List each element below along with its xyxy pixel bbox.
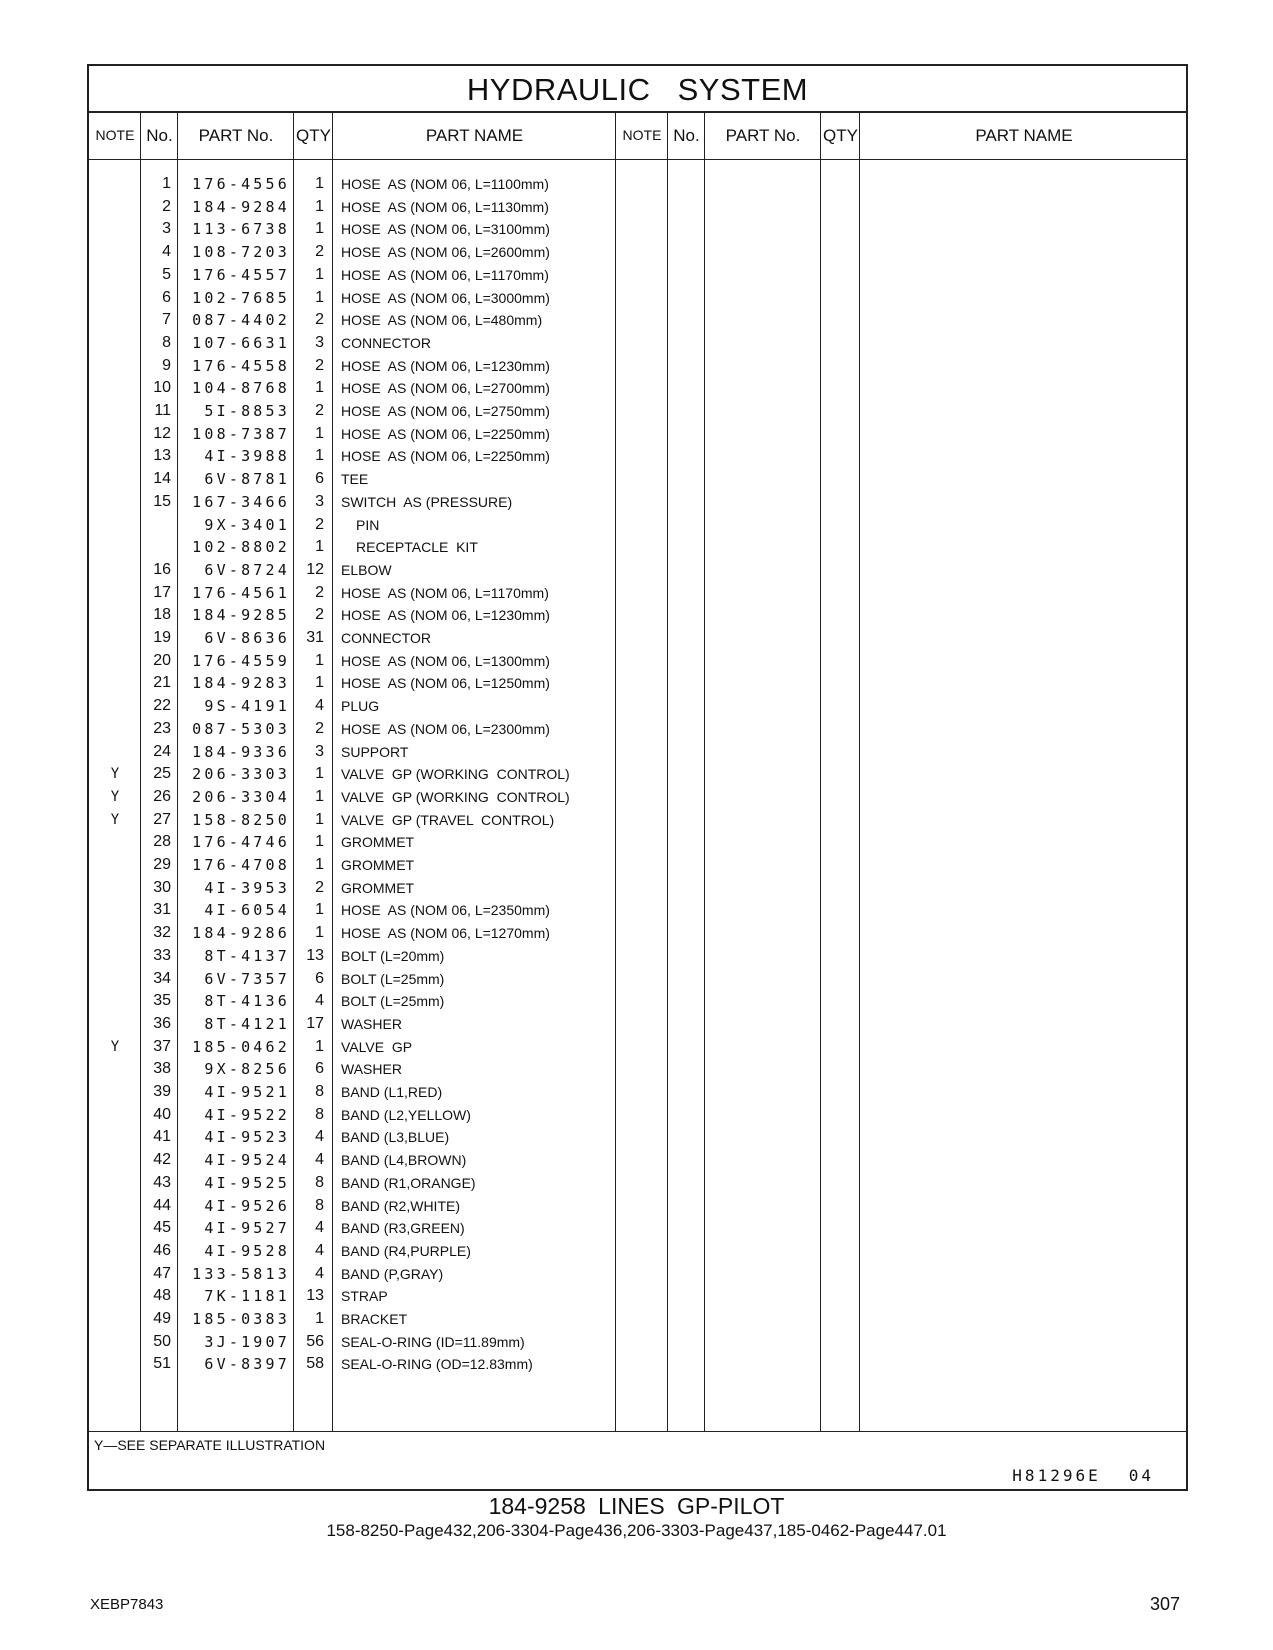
- part-name-cell: HOSE AS (NOM 06, L=1250mm): [341, 675, 550, 692]
- item-number-cell: 6: [162, 288, 171, 306]
- section-title: HYDRAULIC SYSTEM: [89, 66, 1186, 113]
- quantity-cell: 31: [306, 629, 324, 646]
- table-row: [89, 173, 1186, 196]
- table-row: [89, 1058, 1186, 1081]
- part-name-cell: BOLT (L=25mm): [341, 970, 445, 987]
- item-number-cell: 7: [162, 311, 171, 329]
- table-row: [89, 718, 1186, 741]
- part-name-cell: SUPPORT: [341, 743, 409, 760]
- part-name-cell: BAND (R3,GREEN): [341, 1220, 465, 1237]
- part-name-cell: BAND (L2,YELLOW): [341, 1106, 471, 1123]
- part-name-cell: HOSE AS (NOM 06, L=2350mm): [341, 902, 550, 919]
- note-cell: Y: [110, 766, 120, 783]
- table-row: [89, 1013, 1186, 1036]
- part-number-cell: 184-9285: [192, 606, 290, 625]
- table-row: [89, 672, 1186, 695]
- quantity-cell: 17: [306, 1014, 324, 1032]
- table-row: [89, 627, 1186, 650]
- item-number-cell: 1: [162, 175, 171, 192]
- item-number-cell: 24: [153, 742, 171, 760]
- item-number-cell: 41: [153, 1128, 171, 1146]
- item-number-cell: 37: [153, 1037, 171, 1055]
- part-number-cell: 6V-7357: [204, 969, 290, 988]
- table-row: [89, 1172, 1186, 1195]
- table-row: [89, 1285, 1186, 1308]
- part-name-cell: VALVE GP (TRAVEL CONTROL): [341, 811, 555, 828]
- note-cell: Y: [110, 788, 120, 805]
- part-name-cell: WASHER: [341, 1015, 402, 1032]
- note-cell: Y: [110, 1038, 120, 1055]
- part-number-cell: 8T-4137: [204, 946, 290, 965]
- quantity-cell: 13: [306, 1287, 324, 1305]
- quantity-cell: 2: [315, 583, 324, 601]
- part-name-cell: BRACKET: [341, 1311, 408, 1327]
- quantity-cell: 1: [315, 924, 324, 942]
- part-number-cell: 4I-3953: [204, 878, 290, 897]
- quantity-cell: 1: [315, 674, 324, 692]
- quantity-cell: 1: [315, 1310, 324, 1327]
- item-number-cell: 46: [153, 1241, 171, 1259]
- part-name-cell: BAND (P,GRAY): [341, 1265, 444, 1282]
- table-row: [89, 1104, 1186, 1127]
- footnote: Y—SEE SEPARATE ILLUSTRATION: [94, 1437, 326, 1453]
- table-row: [89, 1331, 1186, 1354]
- item-number-cell: 5: [162, 265, 171, 283]
- part-number-cell: 158-8250: [192, 810, 290, 829]
- quantity-cell: 2: [315, 311, 324, 329]
- quantity-cell: 1: [315, 1037, 324, 1055]
- table-row: [89, 536, 1186, 559]
- quantity-cell: 3: [315, 492, 324, 510]
- item-number-cell: 44: [153, 1196, 171, 1214]
- table-bottom-rule: [89, 1431, 1186, 1432]
- item-number-cell: 13: [153, 447, 171, 465]
- table-row: [89, 604, 1186, 627]
- item-number-cell: 40: [153, 1105, 171, 1123]
- quantity-cell: 4: [315, 1241, 324, 1259]
- item-number-cell: 34: [153, 969, 171, 987]
- part-name-cell: HOSE AS (NOM 06, L=1270mm): [341, 925, 550, 942]
- item-number-cell: 16: [153, 560, 171, 578]
- quantity-cell: 1: [315, 538, 324, 556]
- part-number-cell: 6V-8781: [204, 470, 290, 489]
- table-row: [89, 877, 1186, 900]
- part-number-cell: 7K-1181: [204, 1287, 290, 1306]
- part-number-cell: 4I-6054: [204, 901, 290, 920]
- table-row: [89, 809, 1186, 832]
- part-name-cell: HOSE AS (NOM 06, L=2700mm): [341, 380, 550, 397]
- table-row: [89, 332, 1186, 355]
- table-row: [89, 377, 1186, 400]
- table-row: [89, 1217, 1186, 1240]
- quantity-cell: 8: [315, 1173, 324, 1191]
- part-number-cell: 087-4402: [192, 311, 290, 330]
- part-name-cell: HOSE AS (NOM 06, L=3100mm): [341, 221, 550, 238]
- quantity-cell: 8: [315, 1083, 324, 1100]
- part-number-cell: 206-3304: [192, 787, 290, 806]
- table-row: [89, 1081, 1186, 1104]
- part-number-cell: 4I-3988: [204, 447, 290, 466]
- quantity-cell: 1: [315, 856, 324, 873]
- table-row: [89, 831, 1186, 854]
- part-name-cell: HOSE AS (NOM 06, L=3000mm): [341, 289, 550, 306]
- quantity-cell: 1: [315, 810, 324, 828]
- table-header: [89, 113, 1186, 160]
- item-number-cell: 23: [153, 719, 171, 737]
- part-number-cell: 4I-9523: [204, 1128, 290, 1147]
- part-number-cell: 176-4746: [192, 833, 290, 852]
- table-row: [89, 491, 1186, 514]
- item-number-cell: 26: [153, 787, 171, 805]
- header-part-name-left: PART NAME: [425, 126, 524, 145]
- part-name-cell: HOSE AS (NOM 06, L=2300mm): [341, 720, 550, 737]
- item-number-cell: 51: [153, 1355, 171, 1373]
- part-name-cell: BAND (R1,ORANGE): [341, 1174, 476, 1191]
- part-number-cell: 3J-1907: [204, 1332, 290, 1351]
- table-row: [89, 1240, 1186, 1263]
- part-number-cell: 4I-9522: [204, 1105, 290, 1124]
- part-number-cell: 184-9336: [192, 742, 290, 761]
- item-number-cell: 32: [153, 924, 171, 942]
- table-row: [89, 559, 1186, 582]
- item-number-cell: 10: [153, 379, 171, 397]
- table-row: [89, 854, 1186, 877]
- header-qty-right: QTY: [823, 126, 858, 145]
- quantity-cell: 2: [315, 402, 324, 419]
- item-number-cell: 21: [153, 674, 171, 692]
- quantity-cell: 12: [306, 560, 324, 578]
- quantity-cell: 1: [315, 765, 324, 783]
- table-row: [89, 741, 1186, 764]
- part-number-cell: 8T-4121: [204, 1014, 290, 1033]
- part-name-cell: HOSE AS (NOM 06, L=1170mm): [341, 266, 549, 283]
- header-no-left: No.: [146, 126, 173, 145]
- table-row: [89, 468, 1186, 491]
- part-name-cell: HOSE AS (NOM 06, L=2250mm): [341, 448, 550, 465]
- part-name-cell: BAND (L1,RED): [341, 1084, 443, 1100]
- quantity-cell: 3: [315, 742, 324, 760]
- part-number-cell: 5I-8853: [204, 402, 290, 420]
- part-number-cell: 185-0383: [192, 1310, 290, 1328]
- table-row: [89, 241, 1186, 264]
- part-number-cell: 087-5303: [192, 719, 290, 738]
- part-number-cell: 4I-9525: [204, 1173, 290, 1192]
- group-title: 184-9258 LINES GP-PILOT: [488, 1493, 785, 1519]
- table-row: [89, 264, 1186, 287]
- part-number-cell: 176-4559: [192, 651, 290, 670]
- part-number-cell: 133-5813: [192, 1264, 290, 1283]
- part-name-cell: WASHER: [341, 1061, 402, 1078]
- quantity-cell: 6: [315, 969, 324, 987]
- table-row: [89, 400, 1186, 423]
- item-number-cell: 29: [153, 856, 171, 873]
- quantity-cell: 2: [315, 243, 324, 261]
- part-number-cell: 167-3466: [192, 492, 290, 511]
- part-number-cell: 6V-8724: [204, 560, 290, 579]
- part-name-cell: HOSE AS (NOM 06, L=1230mm): [341, 357, 550, 374]
- part-name-cell: PLUG: [341, 698, 380, 715]
- header-note-left: NOTE: [95, 127, 135, 143]
- part-number-cell: 4I-9524: [204, 1151, 290, 1170]
- part-number-cell: 4I-9527: [204, 1219, 290, 1238]
- part-name-cell: BAND (R4,PURPLE): [341, 1242, 471, 1259]
- item-number-cell: 15: [153, 492, 171, 510]
- part-number-cell: 113-6738: [192, 220, 290, 239]
- sheet-revision: 04: [1128, 1466, 1154, 1485]
- part-name-cell: VALVE GP (WORKING CONTROL): [341, 766, 570, 783]
- part-number-cell: 108-7203: [192, 243, 290, 262]
- table-row: [89, 1126, 1186, 1149]
- table-row: [89, 1036, 1186, 1059]
- table-row: [89, 1263, 1186, 1286]
- parts-list-sheet: [87, 64, 1188, 1491]
- quantity-cell: 4: [315, 992, 324, 1010]
- part-name-cell: VALVE GP: [341, 1038, 413, 1055]
- item-number-cell: 45: [153, 1219, 171, 1237]
- quantity-cell: 4: [315, 1219, 324, 1237]
- item-number-cell: 50: [153, 1332, 171, 1350]
- part-name-cell: SEAL-O-RING (OD=12.83mm): [341, 1356, 533, 1373]
- part-number-cell: 176-4561: [192, 583, 290, 602]
- part-name-cell: GROMMET: [341, 834, 415, 851]
- table-row: [89, 763, 1186, 786]
- part-number-cell: 9X-8256: [204, 1060, 290, 1079]
- part-name-cell: BOLT (L=25mm): [341, 993, 445, 1010]
- table-row: [89, 582, 1186, 605]
- quantity-cell: 1: [315, 288, 324, 306]
- part-name-cell: SEAL-O-RING (ID=11.89mm): [341, 1333, 525, 1350]
- item-number-cell: 28: [153, 833, 171, 851]
- part-number-cell: 176-4557: [192, 265, 290, 284]
- part-name-cell: HOSE AS (NOM 06, L=1130mm): [341, 198, 549, 215]
- part-number-cell: 6V-8636: [204, 629, 290, 647]
- part-name-cell: HOSE AS (NOM 06, L=2750mm): [341, 403, 550, 419]
- quantity-cell: 8: [315, 1105, 324, 1123]
- item-number-cell: 8: [162, 333, 171, 351]
- table-row: [89, 287, 1186, 310]
- note-cell: Y: [110, 811, 120, 828]
- quantity-cell: 2: [315, 719, 324, 737]
- quantity-cell: 1: [315, 175, 324, 192]
- part-name-cell: BAND (L3,BLUE): [341, 1129, 450, 1146]
- header-no-right: No.: [673, 126, 700, 145]
- part-name-cell: CONNECTOR: [341, 630, 431, 646]
- table-row: [89, 445, 1186, 468]
- part-number-cell: 9X-3401: [204, 515, 290, 534]
- part-name-cell: STRAP: [341, 1288, 388, 1305]
- item-number-cell: 22: [153, 697, 171, 715]
- table-row: [89, 945, 1186, 968]
- item-number-cell: 49: [153, 1310, 171, 1327]
- table-row: [89, 990, 1186, 1013]
- part-name-cell: ELBOW: [341, 561, 392, 578]
- item-number-cell: 35: [153, 992, 171, 1010]
- item-number-cell: 39: [153, 1083, 171, 1100]
- table-row: [89, 899, 1186, 922]
- quantity-cell: 2: [315, 515, 324, 533]
- part-name-cell: GROMMET: [341, 879, 415, 896]
- table-row: [89, 695, 1186, 718]
- item-number-cell: 4: [162, 243, 171, 261]
- sheet-code: [1012, 1466, 1154, 1485]
- quantity-cell: 4: [315, 1151, 324, 1169]
- table-row: [89, 1149, 1186, 1172]
- item-number-cell: 18: [153, 606, 171, 624]
- part-number-cell: 6V-8397: [204, 1355, 290, 1374]
- item-number-cell: 9: [162, 356, 171, 374]
- part-number-cell: 107-6631: [192, 333, 290, 352]
- item-number-cell: 31: [153, 901, 171, 919]
- part-name-cell: HOSE AS (NOM 06, L=1100mm): [341, 176, 549, 192]
- part-number-cell: 176-4708: [192, 856, 290, 874]
- part-number-cell: 4I-9526: [204, 1196, 290, 1215]
- part-name-cell: RECEPTACLE KIT: [356, 539, 478, 556]
- item-number-cell: 17: [153, 583, 171, 601]
- part-number-cell: 184-9286: [192, 924, 290, 943]
- part-name-cell: HOSE AS (NOM 06, L=2250mm): [341, 425, 550, 442]
- item-number-cell: 12: [153, 424, 171, 442]
- document-number: XEBP7843: [90, 1596, 164, 1613]
- part-name-cell: HOSE AS (NOM 06, L=1170mm): [341, 584, 549, 601]
- quantity-cell: 1: [315, 651, 324, 669]
- quantity-cell: 4: [315, 1264, 324, 1282]
- quantity-cell: 8: [315, 1196, 324, 1214]
- table-row: [89, 1308, 1186, 1331]
- part-number-cell: 206-3303: [192, 765, 290, 784]
- quantity-cell: 2: [315, 878, 324, 896]
- part-number-cell: 102-7685: [192, 288, 290, 307]
- table-row: [89, 1195, 1186, 1218]
- part-number-cell: 8T-4136: [204, 992, 290, 1011]
- item-number-cell: 14: [153, 470, 171, 488]
- item-number-cell: 30: [153, 878, 171, 896]
- header-part-no-right: PART No.: [725, 126, 801, 145]
- item-number-cell: 47: [153, 1264, 171, 1282]
- part-name-cell: VALVE GP (WORKING CONTROL): [341, 788, 570, 805]
- table-row: [89, 650, 1186, 673]
- quantity-cell: 1: [315, 379, 324, 397]
- table-row: [89, 1353, 1186, 1376]
- quantity-cell: 1: [315, 197, 324, 215]
- part-name-cell: HOSE AS (NOM 06, L=480mm): [341, 312, 543, 329]
- header-note-right: NOTE: [622, 127, 662, 143]
- part-name-cell: HOSE AS (NOM 06, L=1300mm): [341, 652, 550, 669]
- part-number-cell: 184-9283: [192, 674, 290, 693]
- part-name-cell: CONNECTOR: [341, 334, 431, 351]
- part-number-cell: 4I-9521: [204, 1083, 290, 1101]
- part-name-cell: BAND (L4,BROWN): [341, 1152, 467, 1169]
- part-name-cell: HOSE AS (NOM 06, L=1230mm): [341, 607, 550, 624]
- item-number-cell: 11: [154, 402, 171, 419]
- item-number-cell: 38: [153, 1060, 171, 1078]
- header-qty-left: QTY: [296, 126, 331, 145]
- quantity-cell: 2: [315, 356, 324, 374]
- quantity-cell: 1: [315, 220, 324, 238]
- item-number-cell: 2: [162, 197, 171, 215]
- quantity-cell: 2: [315, 606, 324, 624]
- part-name-cell: BAND (R2,WHITE): [341, 1197, 460, 1214]
- item-number-cell: 27: [153, 810, 171, 828]
- item-number-cell: 36: [153, 1014, 171, 1032]
- part-number-cell: 176-4556: [192, 175, 290, 193]
- table-row: [89, 968, 1186, 991]
- quantity-cell: 58: [306, 1355, 324, 1373]
- part-name-cell: BOLT (L=20mm): [341, 947, 445, 964]
- part-number-cell: 184-9284: [192, 197, 290, 216]
- table-row: [89, 218, 1186, 241]
- item-number-cell: 20: [153, 651, 171, 669]
- table-row: [89, 514, 1186, 537]
- part-number-cell: 9S-4191: [204, 697, 290, 716]
- quantity-cell: 1: [315, 787, 324, 805]
- header-part-no-left: PART No.: [198, 126, 274, 145]
- table-row: [89, 786, 1186, 809]
- item-number-cell: 25: [153, 765, 171, 783]
- part-name-cell: GROMMET: [341, 857, 415, 873]
- item-number-cell: 48: [153, 1287, 171, 1305]
- header-part-name-right: PART NAME: [975, 126, 1073, 145]
- item-number-cell: 33: [153, 946, 171, 964]
- part-number-cell: 4I-9528: [204, 1241, 290, 1260]
- quantity-cell: 1: [315, 265, 324, 283]
- part-name-cell: HOSE AS (NOM 06, L=2600mm): [341, 244, 550, 261]
- table-row: [89, 196, 1186, 219]
- part-name-cell: SWITCH AS (PRESSURE): [341, 493, 513, 510]
- sheet-code-number: H81296E: [1012, 1466, 1101, 1485]
- item-number-cell: 42: [153, 1151, 171, 1169]
- table-row: [89, 423, 1186, 446]
- quantity-cell: 6: [315, 470, 324, 488]
- part-number-cell: 185-0462: [192, 1037, 290, 1056]
- quantity-cell: 1: [315, 447, 324, 465]
- part-number-cell: 104-8768: [192, 379, 290, 398]
- quantity-cell: 1: [315, 424, 324, 442]
- page-references: 158-8250-Page432,206-3304-Page436,206-3303-Page437,185-0462-Page447.01: [326, 1521, 947, 1540]
- item-number-cell: 3: [162, 220, 171, 238]
- table-row: [89, 922, 1186, 945]
- part-name-cell: PIN: [356, 516, 380, 533]
- quantity-cell: 13: [306, 946, 324, 964]
- part-number-cell: 108-7387: [192, 424, 290, 443]
- page-number: 307: [1149, 1594, 1180, 1614]
- quantity-cell: 3: [315, 333, 324, 351]
- item-number-cell: 19: [153, 629, 171, 646]
- part-number-cell: 102-8802: [192, 538, 290, 557]
- table-row: [89, 309, 1186, 332]
- quantity-cell: 6: [315, 1060, 324, 1078]
- part-number-cell: 176-4558: [192, 356, 290, 375]
- quantity-cell: 1: [315, 833, 324, 851]
- item-number-cell: 43: [153, 1173, 171, 1191]
- part-name-cell: TEE: [341, 471, 369, 488]
- quantity-cell: 56: [306, 1332, 324, 1350]
- table-row: [89, 355, 1186, 378]
- quantity-cell: 4: [315, 1128, 324, 1146]
- quantity-cell: 4: [315, 697, 324, 715]
- quantity-cell: 1: [315, 901, 324, 919]
